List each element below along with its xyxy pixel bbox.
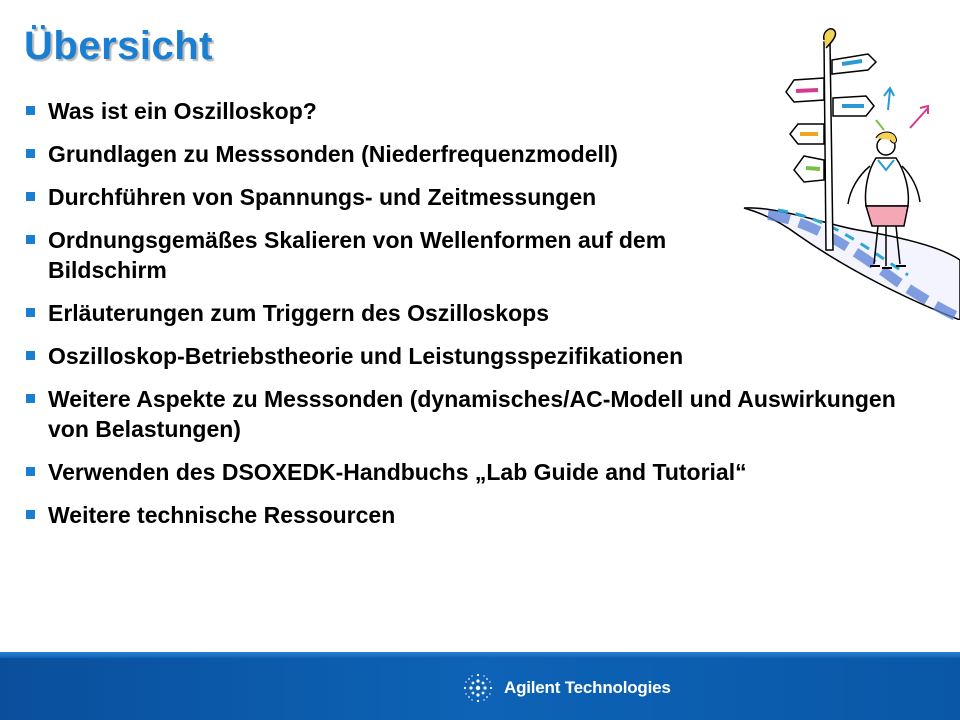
square-bullet-icon — [26, 235, 35, 244]
bullet-text: Weitere technische Ressourcen — [48, 502, 396, 528]
square-bullet-icon — [26, 308, 35, 317]
bullet-item — [22, 225, 788, 285]
bullet-item — [22, 341, 932, 371]
square-bullet-icon — [26, 192, 35, 201]
bullet-text: Verwenden des DSOXEDK-Handbuchs „Lab Guide and Tutorial“ — [48, 459, 747, 485]
bullet-text: Ordnungsgemäßes Skalieren von Wellenformen auf dem Bildschirm — [48, 227, 667, 283]
square-bullet-icon — [26, 106, 35, 115]
bullet-item — [22, 298, 932, 328]
square-bullet-icon — [26, 467, 35, 476]
bullet-text: Oszilloskop-Betriebstheorie und Leistungsspezifikationen — [48, 343, 684, 369]
agilent-logo — [460, 670, 671, 706]
square-bullet-icon — [26, 351, 35, 360]
bullet-text: Weitere Aspekte zu Messsonden (dynamisches/AC-Modell und Auswirkungen von Belastungen) — [48, 386, 896, 442]
brand-name: Agilent Technologies — [504, 678, 671, 697]
bullet-text: Durchführen von Spannungs- und Zeitmessungen — [48, 184, 597, 210]
square-bullet-icon — [26, 510, 35, 519]
bullet-text: Was ist ein Oszilloskop? — [48, 98, 317, 124]
bullet-item — [22, 139, 932, 169]
bullet-text: Grundlagen zu Messsonden (Niederfrequenzmodell) — [48, 141, 618, 167]
bullet-text: Erläuterungen zum Triggern des Oszilloskops — [48, 300, 549, 326]
agilent-spark-icon — [460, 670, 496, 706]
bullet-item — [22, 500, 932, 530]
footer-bar — [0, 652, 960, 720]
square-bullet-icon — [26, 394, 35, 403]
bullet-item — [22, 384, 932, 444]
square-bullet-icon — [26, 149, 35, 158]
bullet-list — [22, 96, 932, 543]
bullet-item — [22, 457, 848, 487]
bullet-item — [22, 96, 932, 126]
bullet-item — [22, 182, 932, 212]
slide-title: Übersicht — [24, 24, 213, 68]
